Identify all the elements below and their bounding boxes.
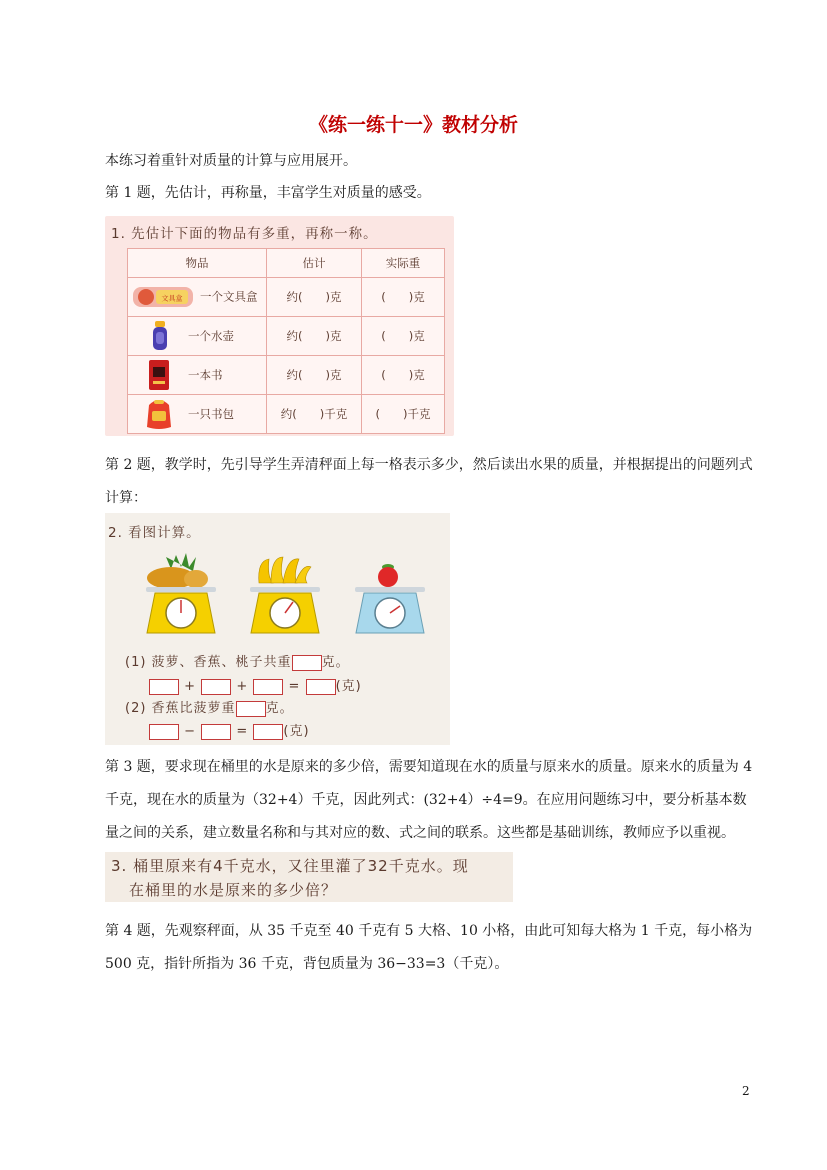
answer-box[interactable] — [253, 724, 283, 740]
problem-3-line-2: 在桶里的水是原来的多少倍？ — [129, 881, 338, 899]
estimate-cell: 约( )克 — [267, 356, 362, 395]
problem-3-line-1: 3. 桶里原来有4千克水，又往里灌了32千克水。现 — [111, 857, 469, 875]
item-label: 一本书 — [188, 367, 223, 382]
pencil-case-icon — [132, 284, 194, 310]
page-title: 《练一练十一》教材分析 — [308, 114, 518, 136]
answer-box[interactable] — [201, 724, 231, 740]
book-icon — [148, 359, 170, 391]
col-item: 物品 — [128, 249, 267, 278]
figure-2-heading: 2. 看图计算。 — [108, 525, 201, 541]
figure-fruit-scales — [105, 513, 450, 745]
intro-paragraph: 本练习着重针对质量的计算与应用展开。 — [105, 153, 357, 169]
estimate-table — [127, 248, 445, 434]
table-header-row — [128, 249, 445, 278]
answer-box[interactable] — [201, 679, 231, 695]
col-estimate: 估计 — [267, 249, 362, 278]
question-1-equation: + + = (克) — [149, 675, 362, 695]
item-cell — [128, 278, 267, 317]
question-2-equation: − = (克) — [149, 720, 310, 740]
water-bottle-icon — [150, 320, 170, 352]
table-row — [128, 395, 445, 434]
q4-paragraph: 第 4 题，先观察秤面，从 35 千克至 40 千克有 5 大格、10 小格，由此可知每大格为 1 千克，每小格为 500 克，指针所指为 36 千克，背包质量为 36−33=3（千克）。 — [105, 923, 753, 972]
item-cell — [128, 356, 267, 395]
figure-1-heading: 1. 先估计下面的物品有多重，再称一称。 — [111, 226, 378, 242]
answer-box[interactable] — [253, 679, 283, 695]
schoolbag-icon — [144, 397, 174, 431]
col-actual: 实际重 — [362, 249, 445, 278]
answer-box[interactable] — [149, 679, 179, 695]
figure-water-bucket-problem — [105, 852, 513, 902]
actual-cell: ( )千克 — [362, 395, 445, 434]
item-label: 一个水壶 — [188, 328, 234, 343]
q3-paragraph: 第 3 题，要求现在桶里的水是原来的多少倍，需要知道现在水的质量与原来水的质量。原来水的质量为 4 千克，现在水的质量为（32+4）千克，因此列式：(32+4）÷4=9。在应用问题练习中，要分析基本数量之间的关系，建立数量名称和与其对应的数、式之间的联系。这些都是基础训练，教师应予以重视。 — [105, 759, 753, 841]
question-2-line: (2) 香蕉比菠萝重 克。 — [125, 701, 294, 716]
answer-box[interactable] — [149, 724, 179, 740]
item-cell — [128, 395, 267, 434]
figure-estimate-table — [105, 216, 454, 436]
table-row — [128, 278, 445, 317]
q1-paragraph: 第 1 题，先估计，再称量，丰富学生对质量的感受。 — [105, 185, 431, 201]
page-number: 2 — [742, 1084, 750, 1098]
table-row — [128, 356, 445, 395]
pineapple-scale — [141, 553, 221, 635]
peach-scale — [350, 553, 430, 635]
answer-box[interactable] — [236, 701, 266, 717]
banana-scale — [245, 553, 325, 635]
peach-icon — [378, 567, 398, 587]
actual-cell: ( )克 — [362, 356, 445, 395]
item-cell — [128, 317, 267, 356]
estimate-cell: 约( )千克 — [267, 395, 362, 434]
estimate-cell: 约( )克 — [267, 317, 362, 356]
pencil-case-label: 文具盒 — [161, 294, 183, 303]
actual-cell: ( )克 — [362, 278, 445, 317]
actual-cell: ( )克 — [362, 317, 445, 356]
answer-box[interactable] — [306, 679, 336, 695]
item-label: 一个文具盒 — [200, 289, 258, 304]
item-label: 一只书包 — [188, 406, 234, 421]
estimate-cell: 约( )克 — [267, 278, 362, 317]
question-1-line: (1) 菠萝、香蕉、桃子共重 克。 — [125, 655, 350, 670]
table-row — [128, 317, 445, 356]
q2-paragraph: 第 2 题，教学时，先引导学生弄清秤面上每一格表示多少，然后读出水果的质量，并根据提出的问题列式计算： — [105, 457, 753, 506]
answer-box[interactable] — [292, 655, 322, 671]
